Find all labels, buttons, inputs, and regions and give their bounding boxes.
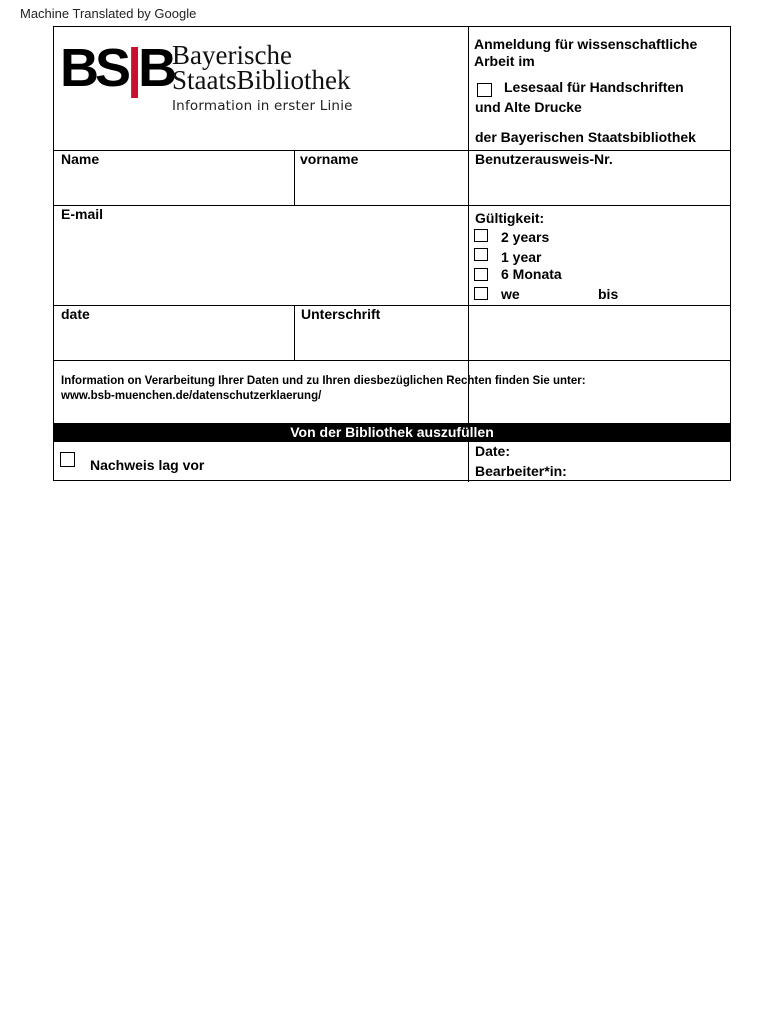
validity-bis-label: bis [598,286,619,302]
logo-line-bayerische: Bayerische [172,40,292,70]
privacy-notice-text: Information on Verarbeitung Ihrer Daten und zu Ihren diesbezüglichen Rechten finden Sie unter: [61,375,586,387]
name-label: Name [61,151,100,167]
vorname-field[interactable] [295,167,467,204]
validity-checkbox-6-monata[interactable] [474,268,488,281]
form-title-footer: der Bayerischen Staatsbibliothek [475,129,696,145]
bearbeiter-label: Bearbeiter*in: [475,463,567,479]
date-label: date [61,306,90,322]
validity-label: Gültigkeit: [475,210,545,226]
library-section-bar: Von der Bibliothek auszufüllen [54,423,730,442]
divider-row-4 [54,360,730,361]
validity-option-2-years: 2 years [501,229,550,245]
divider-vertical-right [468,27,469,423]
validity-checkbox-2-years[interactable] [474,229,488,242]
registration-form [53,26,731,481]
nachweis-label: Nachweis lag vor [90,457,205,473]
form-title-line2: Arbeit im [474,53,535,69]
name-field[interactable] [55,167,293,204]
library-date-label: Date: [475,443,511,459]
signature-field[interactable] [295,322,729,359]
bsb-logo [60,38,370,115]
privacy-link[interactable]: www.bsb-muenchen.de/datenschutzerklaerung/ [61,390,322,402]
validity-option-6-monata: 6 Monata [501,266,562,282]
lesesaal-option-line2: und Alte Drucke [475,99,582,115]
validity-option-we: we [501,286,520,302]
logo-line-staatsbibliothek: StaatsBibliothek [172,65,351,95]
divider-row-2 [54,205,730,206]
email-field[interactable] [55,222,467,304]
email-label: E-mail [61,206,104,222]
divider-library-section [468,442,469,482]
divider-row-3 [54,305,730,306]
validity-option-1-year: 1 year [501,249,542,265]
machine-translation-banner: Machine Translated by Google [20,6,197,21]
date-field[interactable] [55,322,293,359]
logo-tagline: Information in erster Linie [172,98,353,114]
form-title [474,36,724,70]
validity-checkbox-1-year[interactable] [474,248,488,261]
divider-row-1 [54,150,730,151]
form-title-line1: Anmeldung für wissenschaftliche [474,36,698,52]
vorname-label: vorname [300,151,359,167]
bsb-logo-mark: BS|B [60,38,174,98]
lesesaal-checkbox[interactable] [477,83,492,97]
nachweis-checkbox[interactable] [60,452,75,467]
benutzerausweis-field[interactable] [469,167,729,204]
validity-checkbox-we[interactable] [474,287,488,300]
lesesaal-option-line1: Lesesaal für Handschriften [504,79,684,95]
benutzerausweis-label: Benutzerausweis-Nr. [475,151,613,167]
signature-label: Unterschrift [301,306,381,322]
privacy-notice [61,374,726,404]
